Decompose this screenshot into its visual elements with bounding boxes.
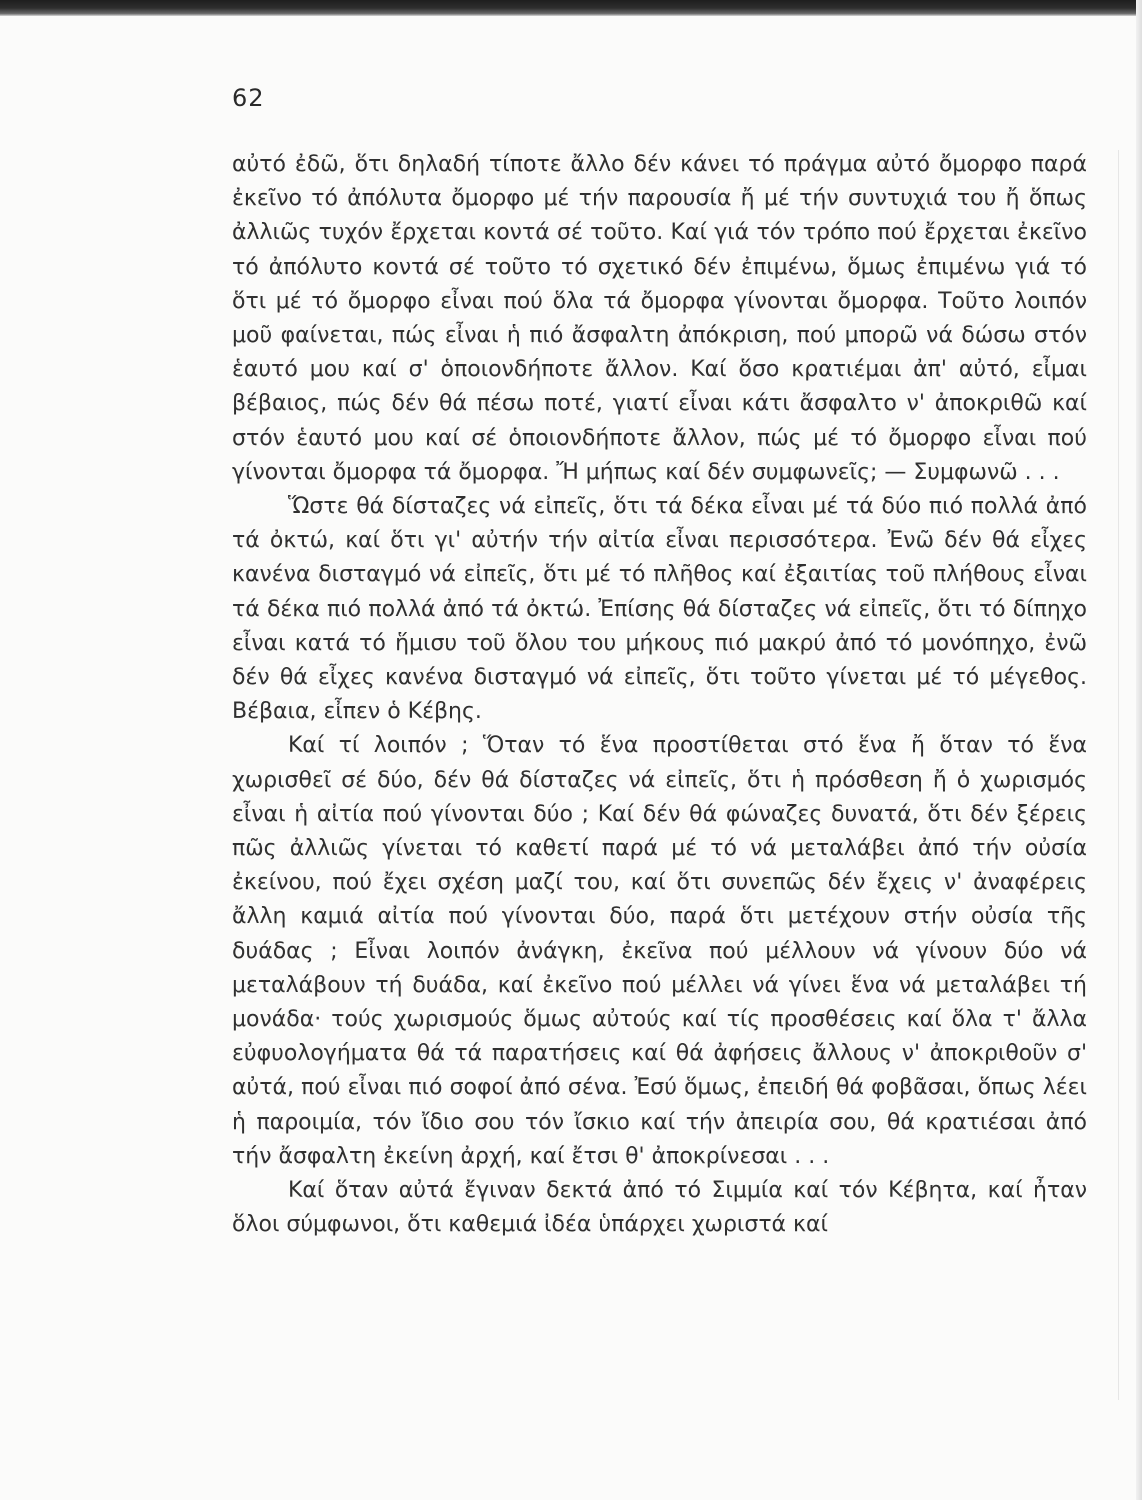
scan-top-edge — [0, 0, 1142, 16]
scan-right-edge — [1136, 0, 1142, 1500]
paragraph-3: Καί τί λοιπόν ; Ὅταν τό ἕνα προστίθεται στό ἕνα ἤ ὅταν τό ἕνα χωρισθεῖ σέ δύο, δέν θά δίσταζες νά εἰπεῖς, ὅτι ἡ πρόσθεση ἤ ὁ χωρισμός εἶναι ἡ αἰτία πού γίνονται δύο ; Καί δέν θά φώναζες δυνατά, ὅτι δέν ξέρεις πῶς ἀλλιῶς γίνεται τό καθετί παρά μέ τό νά μεταλάβει ἀπό τήν οὐσία ἐκείνου, πού ἔχει σχέση μαζί του, καί ὅτι συνεπῶς δέν ἔχεις ν' ἀναφέρεις ἄλλη καμιά αἰτία πού γίνονται δύο, παρά ὅτι μετέχουν στήν οὐσία τῆς δυάδας ; Εἶναι λοιπόν ἀνάγκη, ἐκεῖνα πού μέλλουν νά γίνουν δύο νά μεταλάβουν τή δυάδα, καί ἐκεῖνο πού μέλλει νά γίνει ἕνα νά μεταλάβει τή μονάδα· τούς χωρισμούς ὅμως αὐτούς καί τίς προσθέσεις καί ὅλα τ' ἄλλα εὐφυολογήματα θά τά παρατήσεις καί θά ἀφήσεις ἄλλους ν' ἀποκριθοῦν σ' αὐτά, πού εἶναι πιό σοφοί ἀπό σένα. Ἐσύ ὅμως, ἐπειδή θά φοβᾶσαι, ὅπως λέει ἡ παροιμία, τόν ἴδιο σου τόν ἴσκιο καί τήν ἀπειρία σου, θά κρατιέσαι ἀπό τήν ἄσφαλτη ἐκείνη ἀρχή, καί ἔτσι θ' ἀποκρίνεσαι . . . — [232, 733, 1087, 1169]
show-through-line — [1118, 150, 1119, 1400]
paragraph-2: Ὥστε θά δίσταζες νά εἰπεῖς, ὅτι τά δέκα εἶναι μέ τά δύο πιό πολλά ἀπό τά ὀκτώ, καί ὅτι γι' αὐτήν τήν αἰτία εἶναι περισσότερα. Ἐνῶ δέν θά εἶχες κανένα δισταγμό νά εἰπεῖς, ὅτι μέ τό πλῆθος καί ἐξαιτίας τοῦ πλήθους εἶναι τά δέκα πιό πολλά ἀπό τά ὀκτώ. Ἐπίσης θά δίσταζες νά εἰπεῖς, ὅτι τό δίπηχο εἶναι κατά τό ἥμισυ τοῦ ὅλου του μήκους πιό μακρύ ἀπό τό μονόπηχο, ἐνῶ δέν θά εἶχες κανένα δισταγμό νά εἰπεῖς, ὅτι τοῦτο γίνεται μέ τό μέγεθος. Βέβαια, εἶπεν ὁ Κέβης. — [232, 494, 1087, 725]
paragraph-1: αὐτό ἐδῶ, ὅτι δηλαδή τίποτε ἄλλο δέν κάνει τό πράγμα αὐτό ὄμορφο παρά ἐκεῖνο τό ἀπόλυτα ὄμορφο μέ τήν παρουσία ἤ μέ τήν συντυχιά του ἤ ὅπως ἀλλιῶς τυχόν ἔρχεται κοντά σέ τοῦτο. Καί γιά τόν τρόπο πού ἔρχεται ἐκεῖνο τό ἀπόλυτο κοντά σέ τοῦτο τό σχετικό δέν ἐπιμένω, ὅμως ἐπιμένω γιά τό ὅτι μέ τό ὄμορφο εἶναι πού ὅλα τά ὄμορφα γίνονται ὄμορφα. Τοῦτο λοιπόν μοῦ φαίνεται, πώς εἶναι ἡ πιό ἄσφαλτη ἀπόκριση, πού μπορῶ νά δώσω στόν ἑαυτό μου καί σ' ὁποιονδήποτε ἄλλον. Καί ὅσο κρατιέμαι ἀπ' αὐτό, εἶμαι βέβαιος, πώς δέν θά πέσω ποτέ, γιατί εἶναι κάτι ἄσφαλτο ν' ἀποκριθῶ καί στόν ἑαυτό μου καί σέ ὁποιονδήποτε ἄλλον, πώς μέ τό ὄμορφο εἶναι πού γίνονται ὄμορφα τά ὄμορφα. Ἤ μήπως καί δέν συμφωνεῖς; — Συμφωνῶ . . . — [232, 152, 1087, 485]
body-text — [232, 148, 1087, 1243]
paragraph-4: Καί ὅταν αὐτά ἔγιναν δεκτά ἀπό τό Σιμμία καί τόν Κέβητα, καί ἦταν ὅλοι σύμφωνοι, ὅτι καθεμιά ἰδέα ὑπάρχει χωριστά καί — [232, 1178, 1087, 1238]
page-number: 62 — [232, 84, 265, 112]
